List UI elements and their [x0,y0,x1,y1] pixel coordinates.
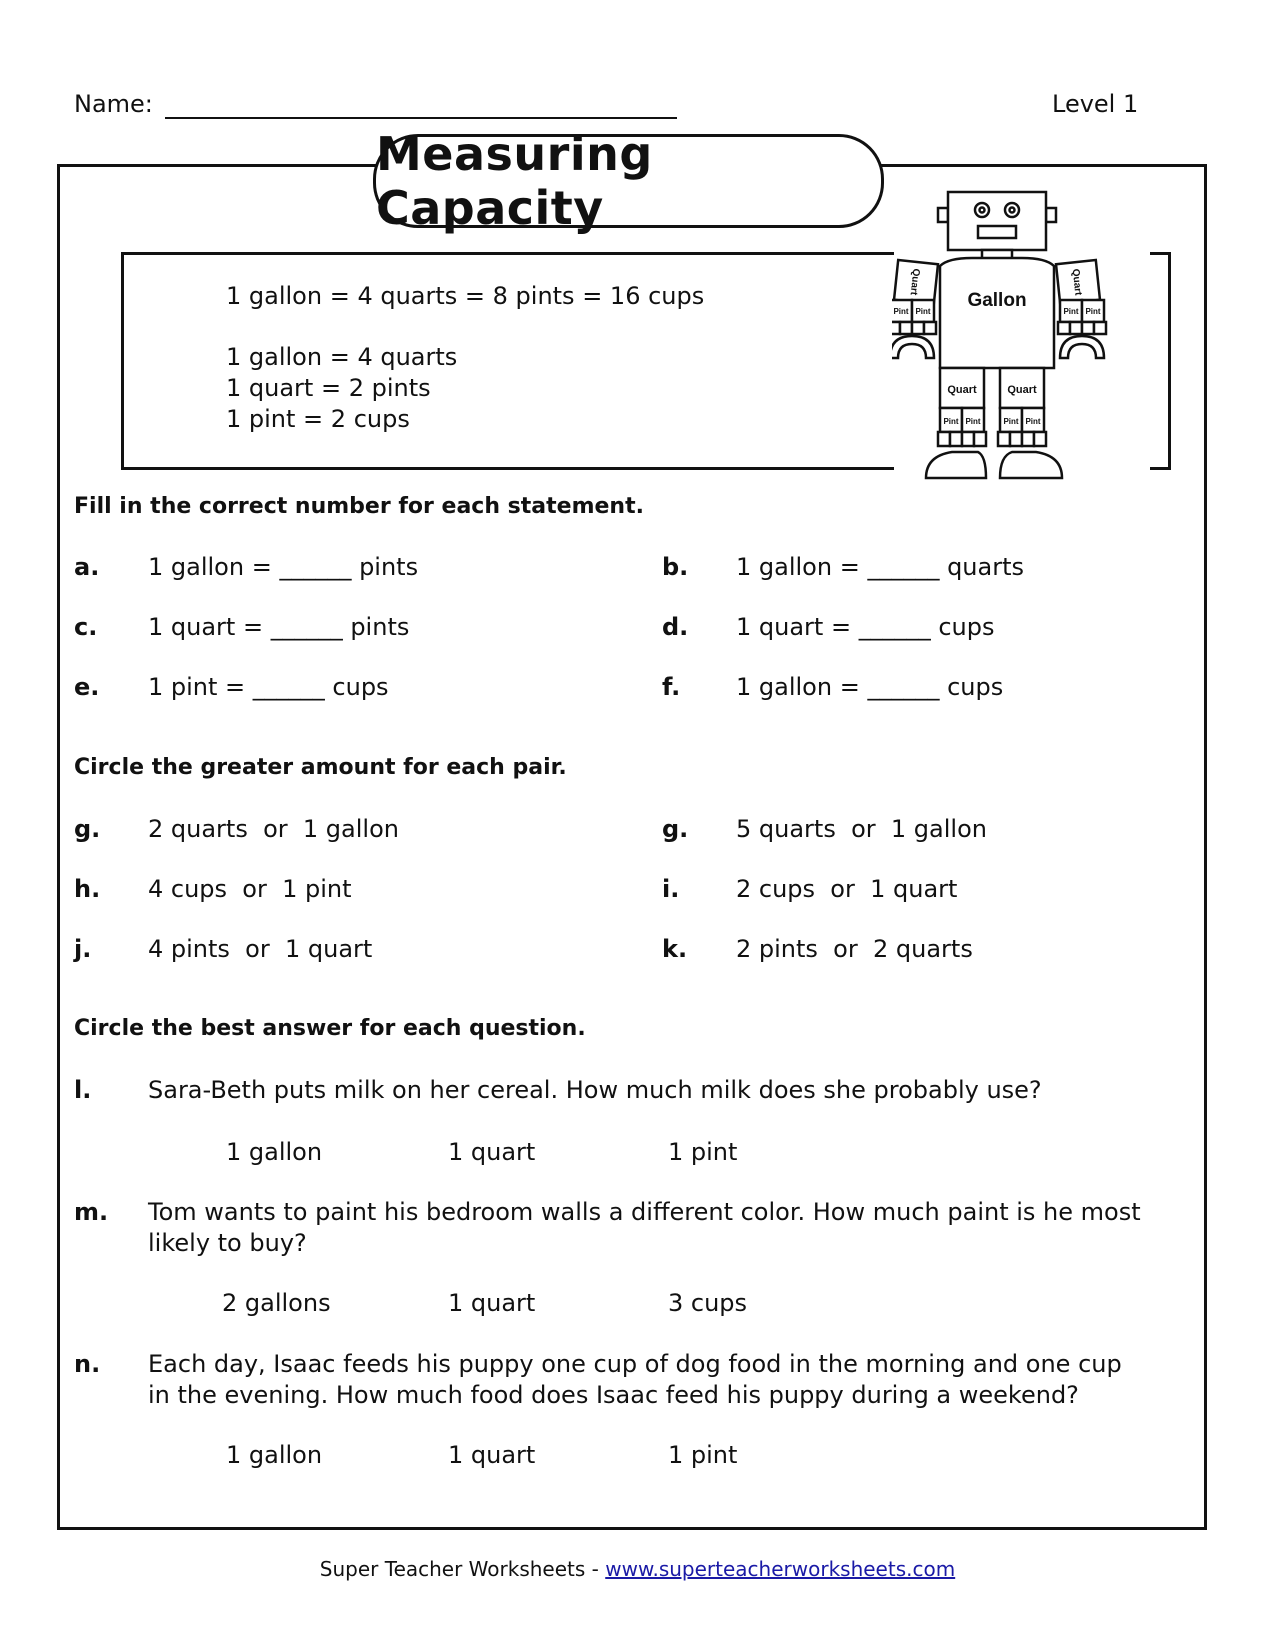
question-m-text-line-1: Tom wants to paint his bedroom walls a different color. How much paint is he most [148,1198,1141,1226]
question-m-text-line-2: likely to buy? [148,1229,307,1257]
robot-pint-label-5: Pint [943,417,959,426]
conversion-line-2: 1 quart = 2 pints [226,374,431,402]
item-b-text[interactable]: 1 gallon = ______ quarts [736,553,1024,581]
question-n-text-line-2: in the evening. How much food does Isaac feed his puppy during a weekend? [148,1381,1079,1409]
question-l-option-1[interactable]: 1 gallon [226,1138,323,1166]
item-a-letter: a. [74,553,100,581]
robot-quart-label-right: Quart [1007,384,1037,396]
robot-quart-label-arm-left: Quart [907,268,922,296]
item-c-letter: c. [74,613,98,641]
item-e-text[interactable]: 1 pint = ______ cups [148,673,389,701]
item-k-text[interactable]: 2 pints or 2 quarts [736,935,973,963]
conversion-line-3: 1 pint = 2 cups [226,405,410,433]
gallon-robot-illustration [892,186,1152,508]
conversion-box-bracket [1150,252,1171,470]
item-b-letter: b. [662,553,689,581]
name-label: Name: [74,90,153,118]
item-e-letter: e. [74,673,100,701]
robot-pint-label-6: Pint [965,417,981,426]
item-c-text[interactable]: 1 quart = ______ pints [148,613,410,641]
item-k-letter: k. [662,935,688,963]
question-l-option-3[interactable]: 1 pint [668,1138,738,1166]
question-m-option-3[interactable]: 3 cups [668,1289,748,1317]
question-m-option-1[interactable]: 2 gallons [222,1289,331,1317]
item-g2-text[interactable]: 5 quarts or 1 gallon [736,815,987,843]
conversion-line-1: 1 gallon = 4 quarts [226,343,458,371]
question-l-letter: l. [74,1076,92,1104]
item-h-text[interactable]: 4 cups or 1 pint [148,875,352,903]
item-g2-letter: g. [662,815,689,843]
worksheet-title [373,127,884,235]
question-l-text: Sara-Beth puts milk on her cereal. How much milk does she probably use? [148,1076,1042,1104]
robot-quart-label-arm-right: Quart [1069,268,1084,296]
item-j-letter: j. [74,935,92,963]
item-i-text[interactable]: 2 cups or 1 quart [736,875,958,903]
item-g1-text[interactable]: 2 quarts or 1 gallon [148,815,399,843]
level-label: Level 1 [1052,90,1139,118]
item-f-letter: f. [662,673,681,701]
robot-pint-label-4: Pint [1085,307,1101,316]
question-n-letter: n. [74,1350,101,1378]
question-n-option-1[interactable]: 1 gallon [226,1441,323,1469]
item-h-letter: h. [74,875,101,903]
item-f-text[interactable]: 1 gallon = ______ cups [736,673,1004,701]
robot-pint-label-1: Pint [893,307,909,316]
question-m-letter: m. [74,1198,109,1226]
item-j-text[interactable]: 4 pints or 1 quart [148,935,373,963]
robot-gallon-label: Gallon [967,290,1027,311]
title-text: Measuring Capacity [376,127,653,235]
question-n-text-line-1: Each day, Isaac feeds his puppy one cup of dog food in the morning and one cup [148,1350,1122,1378]
robot-pint-label-8: Pint [1025,417,1041,426]
robot-pint-label-3: Pint [1063,307,1079,316]
section-2-heading: Circle the greater amount for each pair. [74,755,567,780]
question-n-option-2[interactable]: 1 quart [448,1441,536,1469]
question-l-option-2[interactable]: 1 quart [448,1138,536,1166]
robot-pint-label-7: Pint [1003,417,1019,426]
footer-prefix: Super Teacher Worksheets - [319,1557,606,1581]
item-i-letter: i. [662,875,680,903]
footer-link[interactable]: www.superteacherworksheets.com [605,1557,956,1581]
robot-quart-label-left: Quart [947,384,977,396]
item-d-letter: d. [662,613,689,641]
robot-pint-label-2: Pint [915,307,931,316]
name-line[interactable] [165,117,677,119]
item-d-text[interactable]: 1 quart = ______ cups [736,613,995,641]
item-g1-letter: g. [74,815,101,843]
section-3-heading: Circle the best answer for each question. [74,1016,586,1041]
section-1-heading: Fill in the correct number for each statement. [74,494,644,519]
question-n-option-3[interactable]: 1 pint [668,1441,738,1469]
item-a-text[interactable]: 1 gallon = ______ pints [148,553,419,581]
footer [0,1557,1275,1581]
question-m-option-2[interactable]: 1 quart [448,1289,536,1317]
conversion-summary: 1 gallon = 4 quarts = 8 pints = 16 cups [226,282,705,310]
